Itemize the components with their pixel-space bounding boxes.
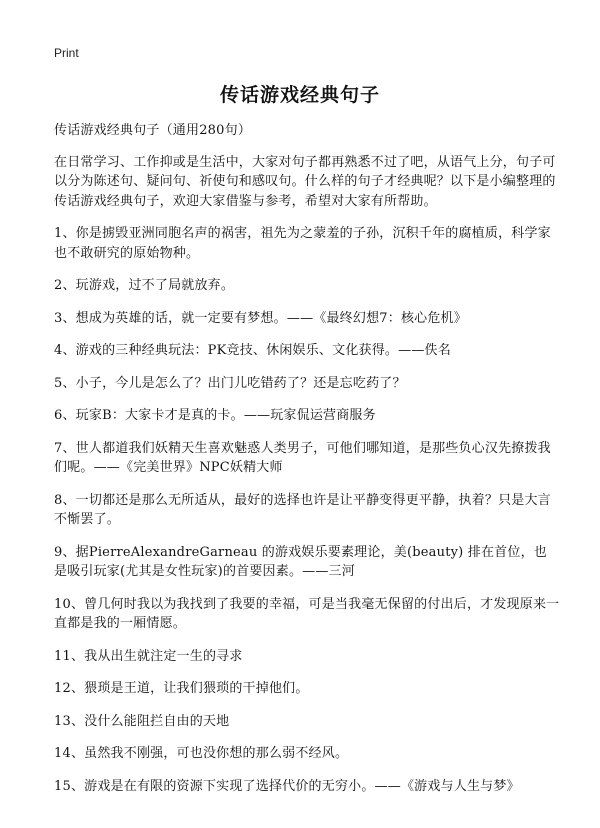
list-item-13: 13、没什么能阻拦自由的天地: [54, 713, 230, 729]
list-item-8: 8、一切都还是那么无所适从，最好的选择也许是让平静变得更平静，执着？只是大言不惭罢了。: [54, 492, 551, 527]
list-item-2: 2、玩游戏，过不了局就放弃。: [54, 278, 235, 293]
list-item-6: 6、玩家B：大家卡才是真的卡。——玩家侃运营商服务: [54, 408, 376, 423]
intro-paragraph: 在日常学习、工作抑或是生活中，大家对句子都再熟悉不过了吧，从语气上分，句子可以分为陈述句、疑问句、祈使句和感叹句。什么样的句子才经典呢？以下是小编整理的传话游戏经典句子，欢迎大家借鉴与参考，希望对大家有所帮助。: [54, 154, 556, 209]
document-subtitle: 传话游戏经典句子（通用280句）: [54, 123, 252, 138]
list-item-12: 12、猥琐是王道，让我们猥琐的干掉他们。: [54, 681, 309, 696]
list-item-7: 7、世人都道我们妖精天生喜欢魅惑人类男子，可他们哪知道，是那些负心汉先撩拨我们呢。——《完美世界》NPC妖精大师: [54, 440, 551, 475]
list-item-5: 5、小子，今儿是怎么了？出门儿吃错药了？还是忘吃药了？: [54, 375, 406, 391]
list-item-10: 10、曾几何时我以为我找到了我要的幸福，可是当我毫无保留的付出后，才发现原来一直都是我的一厢情愿。: [54, 596, 560, 631]
list-item-9: 9、据PierreAlexandreGarneau 的游戏娱乐要素理论，美(beauty) 排在首位，也是吸引玩家(尤其是女性玩家)的首要因素。——三河: [54, 544, 547, 579]
document-body: [54, 121, 560, 809]
list-item-15: 15、游戏是在有限的资源下实现了选择代价的无穷小。——《游戏与人生与梦》: [54, 778, 520, 794]
document-title: 传话游戏经典句子: [219, 84, 380, 106]
print-link[interactable]: Print: [54, 46, 79, 60]
list-item-4: 4、游戏的三种经典玩法：PK竞技、休闲娱乐、文化获得。——佚名: [54, 343, 451, 358]
list-item-11: 11、我从出生就注定一生的寻求: [54, 648, 243, 664]
list-item-14: 14、虽然我不刚强，可也没你想的那么弱不经风。: [54, 746, 349, 761]
list-item-1: 1、你是掳毁亚洲同胞名声的祸害，祖先为之蒙羞的子孙，沉积千年的腐植质，科学家也不敢研究的原始物种。: [54, 226, 551, 261]
list-item-3: 3、想成为英雄的话，就一定要有梦想。——《最终幻想7：核心危机》: [54, 310, 467, 326]
